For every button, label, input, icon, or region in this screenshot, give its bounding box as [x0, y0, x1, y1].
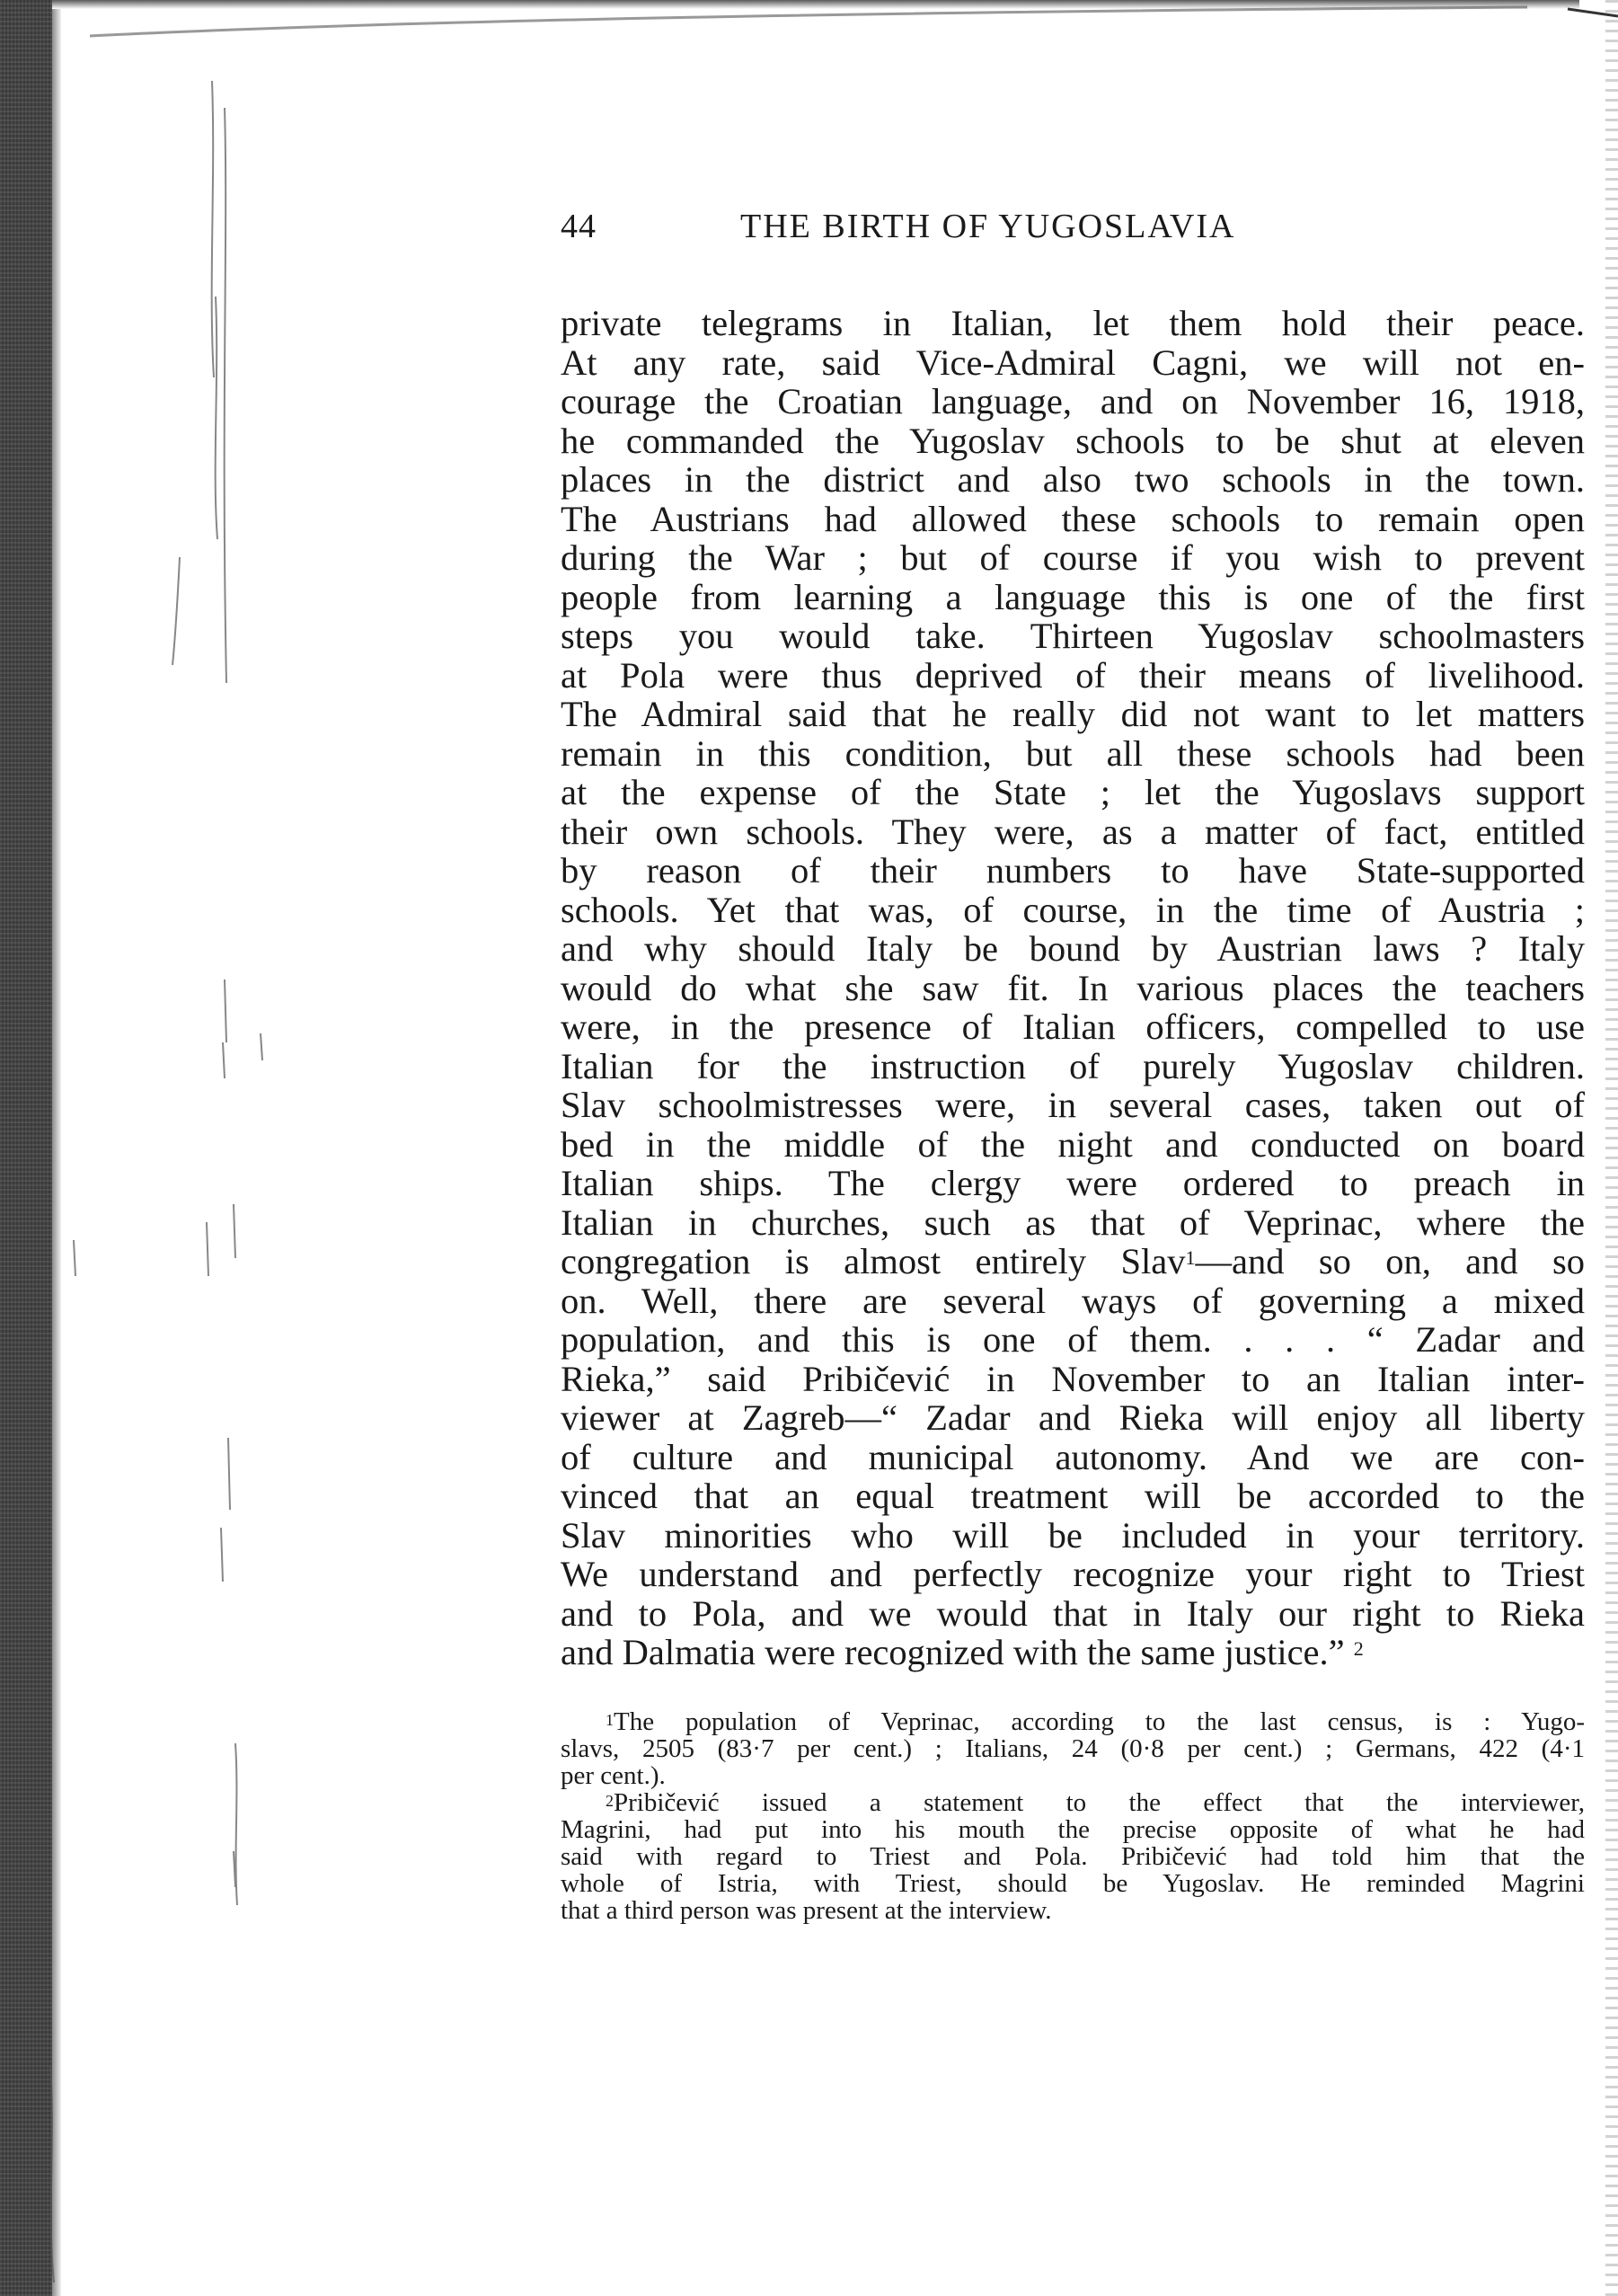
body-line: bed in the middle of the night and conducted on board: [561, 1123, 1585, 1165]
body-line: would do what she saw fit. In various places the teachers: [561, 967, 1585, 1008]
body-line: their own schools. They were, as a matter of fact, entitled: [561, 811, 1585, 852]
body-line: We understand and perfectly recognize your right to Triest: [561, 1554, 1585, 1594]
body-line-head: congregation is almost entirely Slav: [561, 1241, 1186, 1281]
page-number: 44: [561, 208, 597, 245]
body-line: remain in this condition, but all these schools had been: [561, 732, 1585, 774]
body-line: on. Well, there are several ways of governing a mixed: [561, 1280, 1585, 1321]
body-line: Italian in churches, such as that of Veprinac, where the: [561, 1201, 1585, 1243]
body-line: he commanded the Yugoslav schools to be shut at eleven: [561, 420, 1585, 461]
body-line: places in the district and also two schools in the town.: [561, 459, 1585, 500]
footnote-line: that a third person was present at the interview.: [561, 1895, 1052, 1925]
body-line: schools. Yet that was, of course, in the time of Austria ;: [561, 889, 1585, 930]
footnote-line: per cent.).: [561, 1760, 666, 1790]
body-text: [561, 304, 1585, 1672]
body-line: Slav schoolmistresses were, in several cases, taken out of: [561, 1085, 1585, 1125]
footnote-line: slavs, 2505 (83·7 per cent.) ; Italians, 24 (0·8 per cent.) ; Germans, 422 (4·1: [561, 1733, 1585, 1763]
body-line: by reason of their numbers to have State-supported: [561, 850, 1585, 891]
footnote-ref-2[interactable]: 2: [1353, 1637, 1364, 1660]
book-page: [561, 207, 1585, 1924]
footnote-ref-1[interactable]: 1: [1185, 1246, 1196, 1269]
body-line: and to Pola, and we would that in Italy our right to Rieka: [561, 1592, 1585, 1634]
body-line-with-footnote-ref: [561, 1242, 1585, 1281]
body-line: population, and this is one of them. . . . “ Zadar and: [561, 1319, 1585, 1360]
body-line: The Admiral said that he really did not want to let matters: [561, 694, 1585, 734]
body-line: Slav minorities who will be included in your territory.: [561, 1514, 1585, 1556]
body-line: people from learning a language this is one of the first: [561, 576, 1585, 617]
body-line: Rieka,” said Pribičević in November to an Italian inter-: [561, 1358, 1585, 1399]
footnotes: [561, 1708, 1585, 1924]
footnote-text: Pribičević issued a statement to the effect that the interviewer,: [614, 1787, 1585, 1817]
body-line: were, in the presence of Italian officers, compelled to use: [561, 1006, 1585, 1047]
body-line: vinced that an equal treatment will be accorded to the: [561, 1476, 1585, 1516]
footnote-line: said with regard to Triest and Pola. Pribičević had told him that the: [561, 1841, 1585, 1871]
body-line-with-footnote-ref: [561, 1633, 1585, 1672]
footnote-text: The population of Veprinac, according to the last census, is : Yugo-: [614, 1706, 1585, 1736]
body-line-head: and Dalmatia were recognized with the same justice.”: [561, 1632, 1345, 1672]
body-line: at Pola were thus deprived of their means of livelihood.: [561, 654, 1585, 696]
body-line: viewer at Zagreb—“ Zadar and Rieka will enjoy all liberty: [561, 1397, 1585, 1438]
footnote-line: whole of Istria, with Triest, should be Yugoslav. He reminded Magrini: [561, 1868, 1585, 1898]
body-line: during the War ; but of course if you wish to prevent: [561, 537, 1585, 578]
body-line: Italian ships. The clergy were ordered to preach in: [561, 1163, 1585, 1203]
running-title: THE BIRTH OF YUGOSLAVIA: [740, 208, 1236, 245]
body-line: The Austrians had allowed these schools to remain open: [561, 498, 1585, 539]
footnote-2-line: [561, 1789, 1585, 1816]
footnote-1-line: [561, 1708, 1585, 1735]
body-line: Italian for the instruction of purely Yugoslav children.: [561, 1045, 1585, 1086]
body-line-tail: —and so on, and so: [1195, 1241, 1585, 1281]
body-line: and why should Italy be bound by Austrian laws ? Italy: [561, 928, 1585, 969]
body-line: of culture and municipal autonomy. And we are con-: [561, 1436, 1585, 1477]
running-head: [561, 207, 1585, 270]
footnote-mark-1: 1: [606, 1710, 614, 1729]
body-line: courage the Croatian language, and on November 16, 1918,: [561, 381, 1585, 421]
body-line: At any rate, said Vice-Admiral Cagni, we will not en-: [561, 341, 1585, 383]
body-line: steps you would take. Thirteen Yugoslav schoolmasters: [561, 616, 1585, 656]
body-line: private telegrams in Italian, let them hold their peace.: [561, 303, 1585, 343]
footnote-line: Magrini, had put into his mouth the precise opposite of what he had: [561, 1814, 1585, 1844]
body-line: at the expense of the State ; let the Yugoslavs support: [561, 772, 1585, 812]
footnote-mark-2: 2: [606, 1791, 614, 1810]
